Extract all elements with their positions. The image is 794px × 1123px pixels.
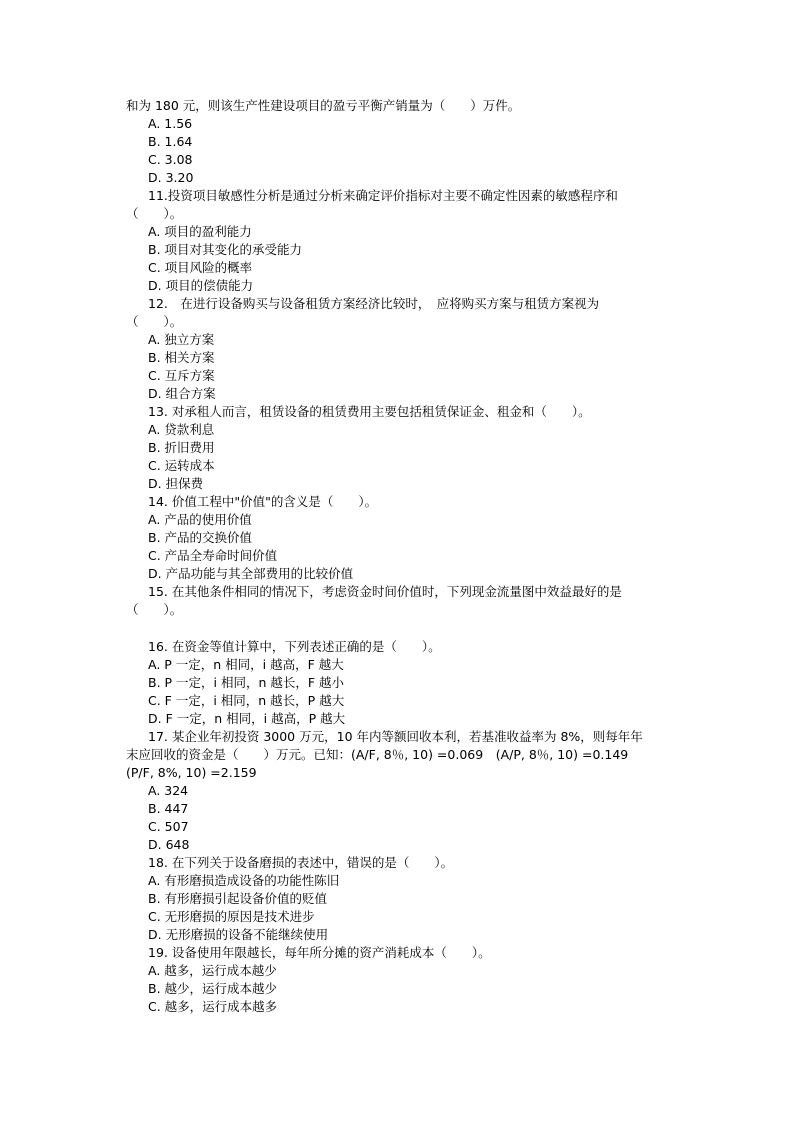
option-a: A. 项目的盈利能力 (148, 224, 252, 239)
option-a: A. 产品的使用价值 (148, 512, 252, 527)
option-c: C. 507 (148, 819, 189, 834)
option-a: A. 独立方案 (148, 332, 215, 347)
option-b: B. 越少，运行成本越少 (148, 981, 278, 996)
question-14: 14. 价值工程中"价值"的含义是（ ）。 (148, 494, 378, 509)
question-13: 13. 对承租人而言，租赁设备的租赁费用主要包括租赁保证金、租金和（ ）。 (148, 404, 591, 419)
question-17-formula: (P/F, 8%, 10) =2.159 (126, 765, 257, 780)
option-d: D. 无形磨损的设备不能继续使用 (148, 927, 329, 942)
option-d: D. F 一定，n 相同，i 越高，P 越大 (148, 711, 346, 726)
option-b: B. 相关方案 (148, 350, 215, 365)
question-11: 11.投资项目敏感性分析是通过分析来确定评价指标对主要不确定性因素的敏感程序和 (148, 188, 618, 203)
option-a: A. 有形磨损造成设备的功能性陈旧 (148, 873, 340, 888)
question-11-continuation: （ ）。 (126, 206, 183, 221)
option-b: B. 447 (148, 801, 189, 816)
option-d: D. 3.20 (148, 170, 194, 185)
option-d: D. 产品功能与其全部费用的比较价值 (148, 566, 354, 581)
option-d: D. 648 (148, 837, 190, 852)
option-b: B. P 一定，i 相同，n 越长，F 越小 (148, 675, 345, 690)
option-b: B. 折旧费用 (148, 440, 215, 455)
question-17: 17. 某企业年初投资 3000 万元，10 年内等额回收本利，若基准收益率为 8%，则每年年 (148, 729, 643, 744)
question-16: 16. 在资金等值计算中，下列表述正确的是（ ）。 (148, 639, 441, 654)
option-c: C. 无形磨损的原因是技术进步 (148, 909, 315, 924)
option-b: B. 产品的交换价值 (148, 530, 253, 545)
option-d: D. 项目的偿债能力 (148, 278, 254, 293)
question-12: 12. 在进行设备购买与设备租赁方案经济比较时， 应将购买方案与租赁方案视为 (148, 296, 600, 311)
option-b: B. 1.64 (148, 134, 193, 149)
option-c: C. 产品全寿命时间价值 (148, 548, 278, 563)
option-a: A. 越多，运行成本越少 (148, 963, 277, 978)
option-d: D. 组合方案 (148, 386, 216, 401)
question-12-continuation: （ ）。 (126, 314, 183, 329)
question-19: 19. 设备使用年限越长，每年所分摊的资产消耗成本（ ）。 (148, 945, 491, 960)
question-15: 15. 在其他条件相同的情况下，考虑资金时间价值时，下列现金流量图中效益最好的是 (148, 584, 622, 599)
question-17-continuation: 末应回收的资金是（ ）万元。已知：(A/F, 8％, 10) =0.069 (A/P, 8％, 10) =0.149 (126, 747, 629, 762)
question-18: 18. 在下列关于设备磨损的表述中，错误的是（ ）。 (148, 855, 454, 870)
option-a: A. 1.56 (148, 116, 193, 131)
option-a: A. P 一定，n 相同，i 越高，F 越大 (148, 657, 344, 672)
option-a: A. 贷款利息 (148, 422, 215, 437)
question-10-continuation: 和为 180 元，则该生产性建设项目的盈亏平衡产销量为（ ）万件。 (126, 98, 521, 113)
option-c: C. 运转成本 (148, 458, 215, 473)
option-b: B. 项目对其变化的承受能力 (148, 242, 303, 257)
option-a: A. 324 (148, 783, 189, 798)
option-c: C. 项目风险的概率 (148, 260, 253, 275)
option-c: C. 3.08 (148, 152, 193, 167)
question-15-continuation: （ ）。 (126, 602, 183, 617)
option-c: C. 越多，运行成本越多 (148, 999, 278, 1014)
option-b: B. 有形磨损引起设备价值的贬值 (148, 891, 328, 906)
option-d: D. 担保费 (148, 476, 204, 491)
option-c: C. F 一定，i 相同，n 越长，P 越大 (148, 693, 345, 708)
option-c: C. 互斥方案 (148, 368, 215, 383)
